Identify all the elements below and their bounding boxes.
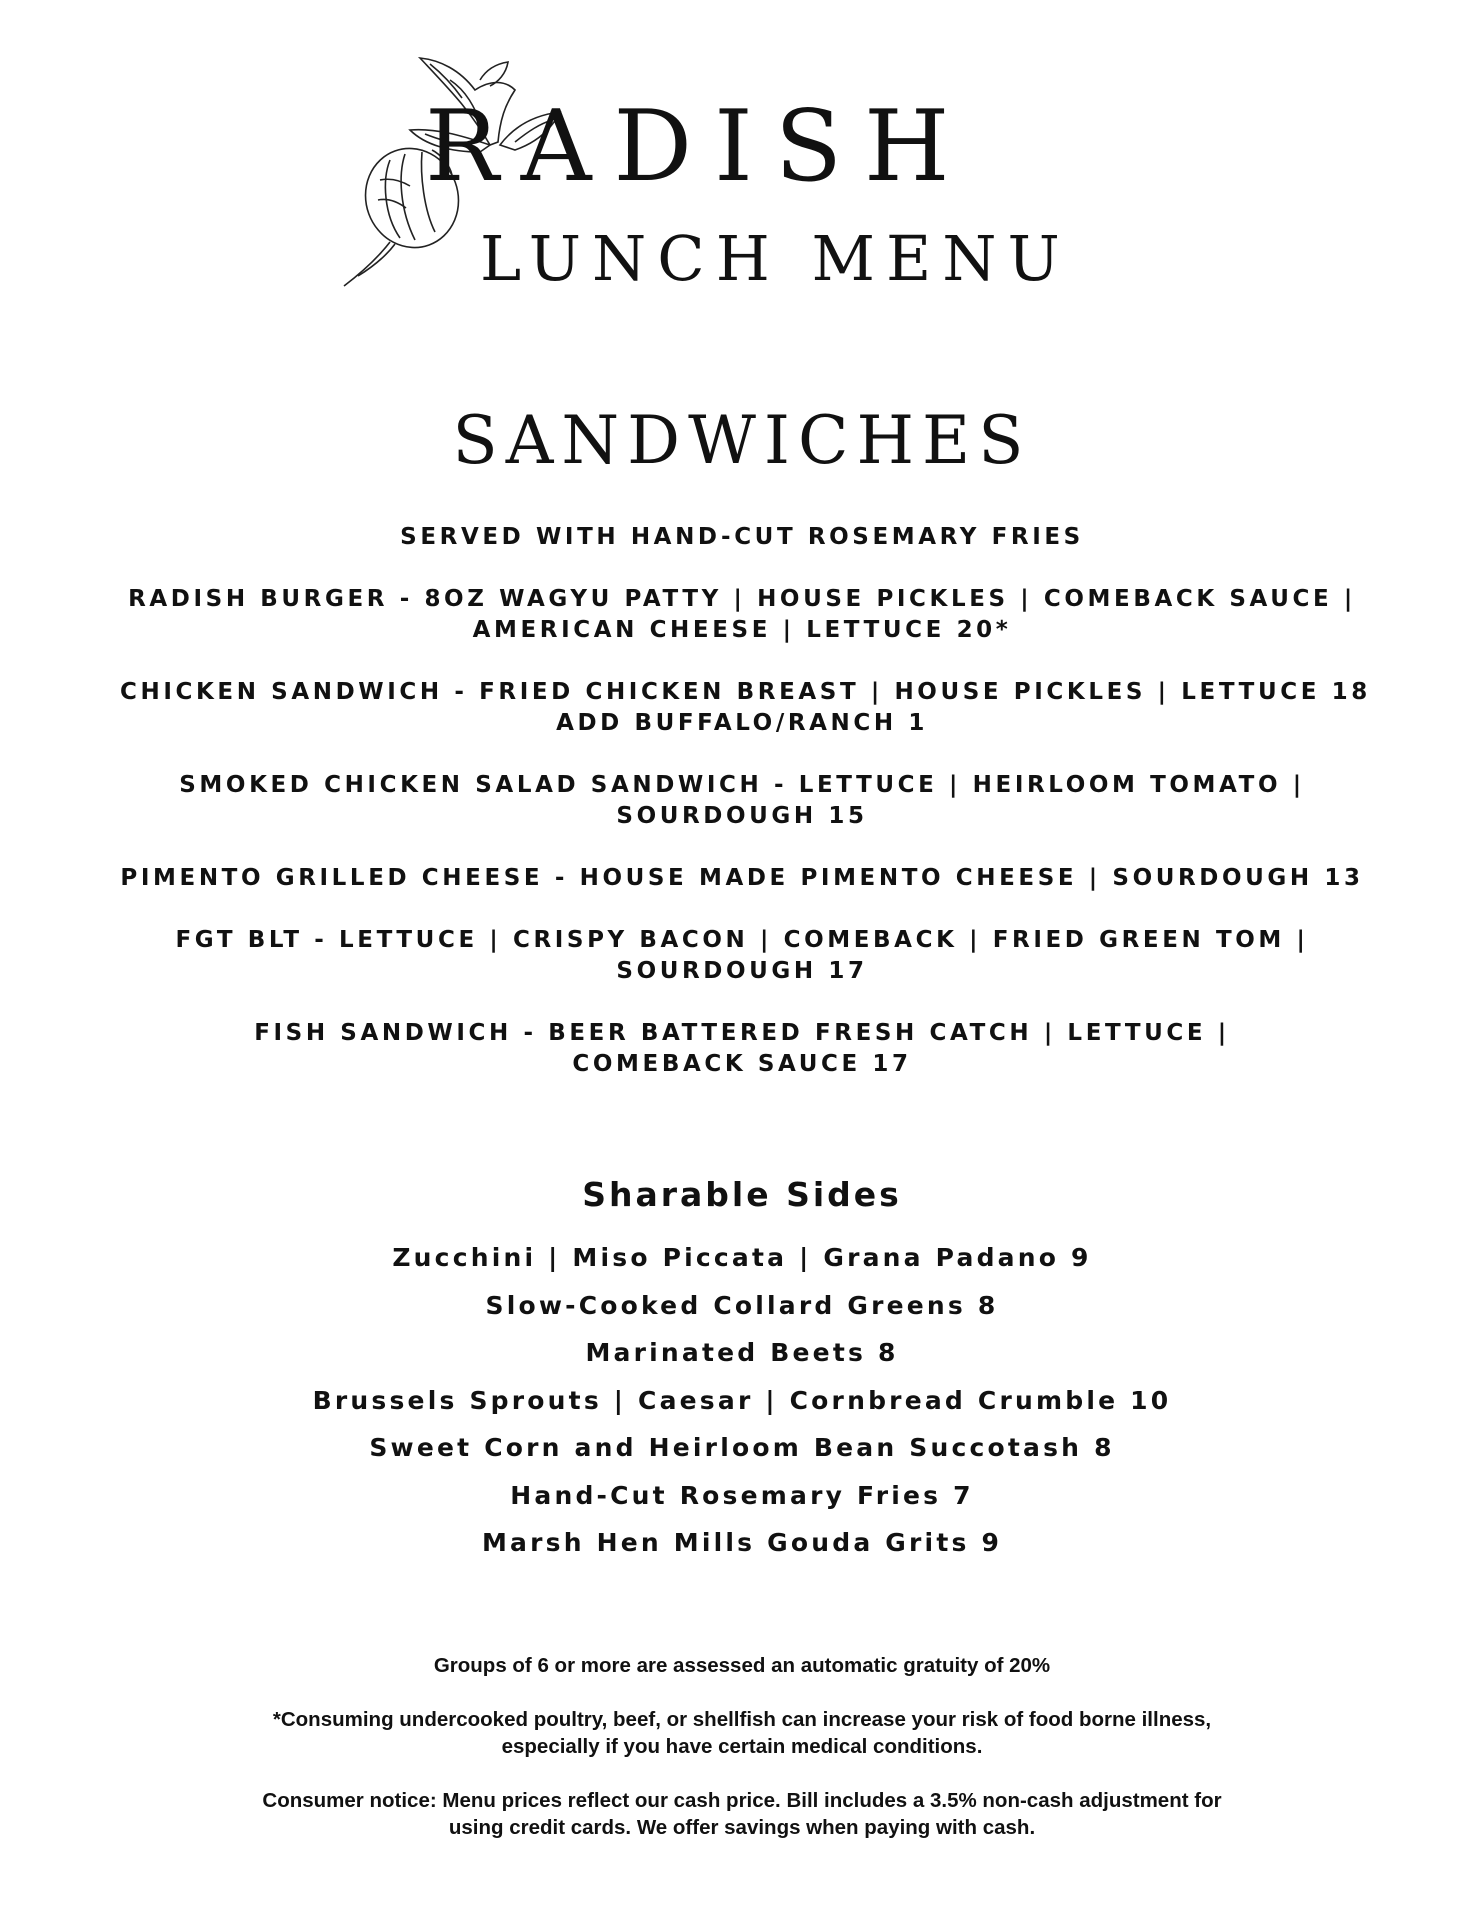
item-line: SMOKED CHICKEN SALAD SANDWICH - LETTUCE | HEIRLOOM TOMATO | (179, 772, 1305, 798)
item-line: FGT BLT - LETTUCE | CRISPY BACON | COMEBACK | FRIED GREEN TOM | (175, 927, 1309, 953)
list-item (120, 1018, 1364, 1080)
item-line: CHICKEN SANDWICH - FRIED CHICKEN BREAST | HOUSE PICKLES | LETTUCE 18 (120, 679, 1371, 705)
list-item: Hand-Cut Rosemary Fries 7 (510, 1480, 974, 1510)
item-line: COMEBACK SAUCE 17 (572, 1051, 912, 1077)
list-item: Zucchini | Miso Piccata | Grana Padano 9 (392, 1243, 1092, 1272)
served-with-note: SERVED WITH HAND-CUT ROSEMARY FRIES (400, 524, 1084, 550)
list-item (120, 584, 1364, 646)
item-line: FISH SANDWICH - BEER BATTERED FRESH CATCH | LETTUCE | (254, 1020, 1230, 1046)
list-item (120, 770, 1364, 832)
sandwiches-title: SANDWICHES (452, 402, 1032, 479)
sandwich-list (120, 522, 1371, 1111)
item-line: ADD BUFFALO/RANCH 1 (556, 710, 928, 736)
list-item: Marinated Beets 8 (585, 1338, 899, 1367)
item-line: PIMENTO GRILLED CHEESE - HOUSE MADE PIMENTO CHEESE | SOURDOUGH 13 (120, 865, 1364, 891)
consumer-notice: Consumer notice: Menu prices reflect our cash price. Bill includes a 3.5% non-cash adjustment for using credit cards. We offer savings when paying with cash. (262, 1789, 1222, 1839)
list-item: Sweet Corn and Heirloom Bean Succotash 8 (369, 1433, 1115, 1462)
item-line: RADISH BURGER - 8OZ WAGYU PATTY | HOUSE PICKLES | COMEBACK SAUCE | (128, 586, 1356, 612)
list-item: Slow-Cooked Collard Greens 8 (485, 1290, 999, 1320)
item-line: AMERICAN CHEESE | LETTUCE 20* (472, 617, 1012, 643)
item-line: SOURDOUGH 17 (616, 958, 868, 984)
list-item (120, 863, 1364, 894)
sides-list (0, 1234, 1484, 1567)
brand-name: RADISH (425, 90, 972, 204)
list-item: Marsh Hen Mills Gouda Grits 9 (481, 1528, 1003, 1557)
food-safety-warning: *Consuming undercooked poultry, beef, or shellfish can increase your risk of food borne illness, especially if you have certain medical conditions. (272, 1708, 1212, 1758)
gratuity-note: Groups of 6 or more are assessed an automatic gratuity of 20% (433, 1654, 1051, 1677)
sides-title: Sharable Sides (582, 1175, 902, 1214)
footer-notes (150, 1652, 1334, 1868)
list-item (120, 925, 1364, 987)
item-line: SOURDOUGH 15 (616, 803, 868, 829)
list-item: Brussels Sprouts | Caesar | Cornbread Crumble 10 (312, 1385, 1172, 1415)
menu-subtitle: LUNCH MENU (480, 222, 1071, 295)
logo (340, 50, 1071, 295)
list-item (120, 677, 1371, 739)
